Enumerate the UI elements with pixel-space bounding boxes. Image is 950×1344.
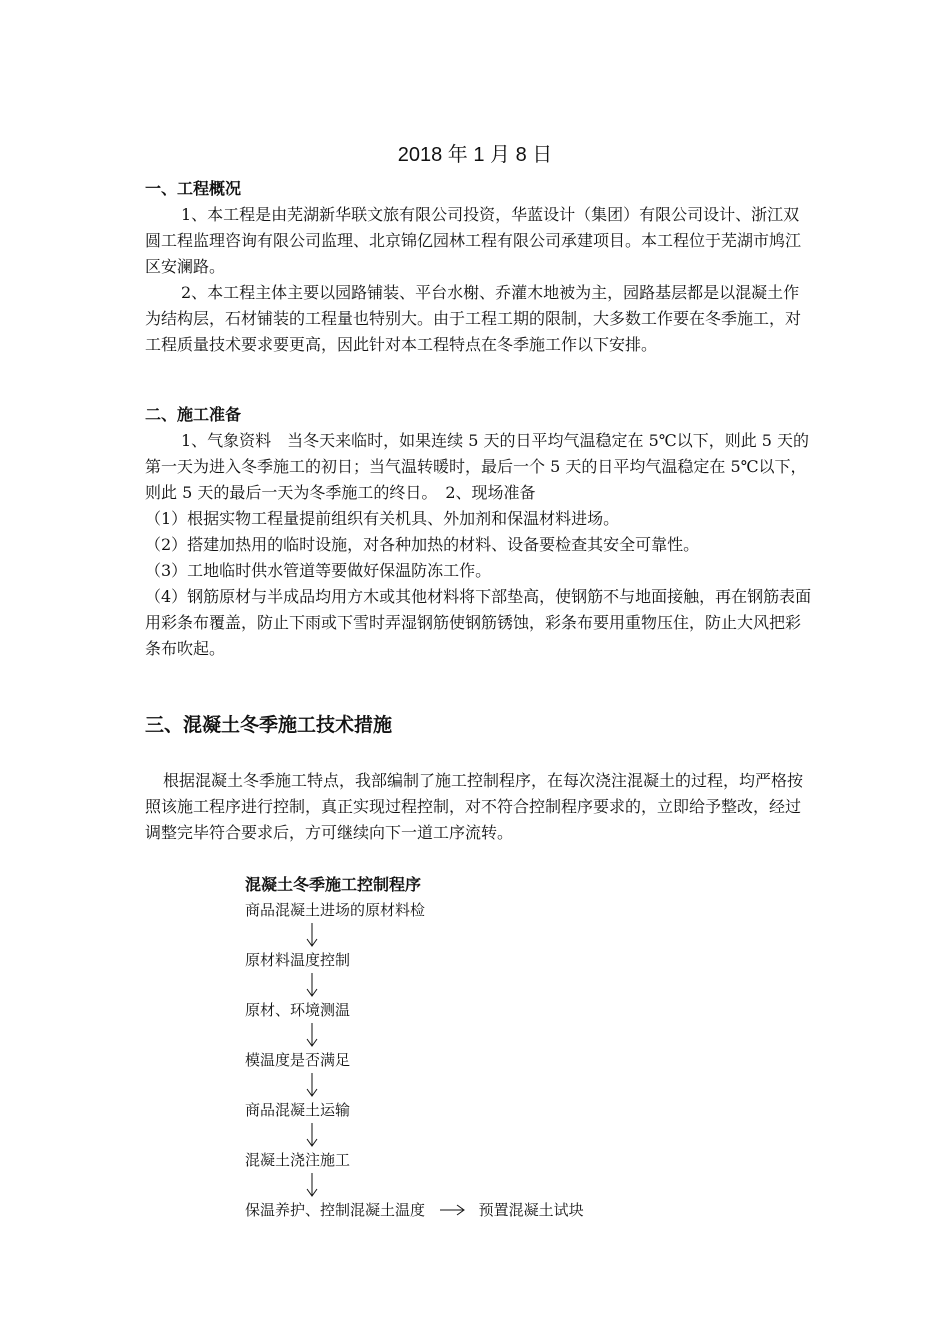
section-1-paragraph-2: 2、本工程主体主要以园路铺装、平台水榭、乔灌木地被为主，园路基层都是以混凝土作为结构层，石材铺装的工程量也特别大。由于工程工期的限制，大多数工作要在冬季施工，对工程质量技术要求要更高，因此针对本工程特点在冬季施工作以下安排。 [145, 283, 802, 354]
flow-step: 原材料温度控制 [245, 951, 351, 969]
flow-step: 原材、环境测温 [245, 1001, 351, 1019]
flow-step-last [245, 1199, 665, 1221]
flow-step: 商品混凝土运输 [245, 1101, 351, 1119]
section-2 [145, 402, 815, 662]
section-3 [145, 768, 815, 846]
list-item: （4）钢筋原材与半成品均用方木或其他材料将下部垫高，使钢筋不与地面接触，再在钢筋表面用彩条布覆盖，防止下雨或下雪时弄湿钢筋使钢筋锈蚀，彩条布要用重物压住，防止大风把彩条布吹起。 [145, 587, 812, 658]
arrow-down-icon [245, 921, 665, 949]
flowchart-title: 混凝土冬季施工控制程序 [245, 875, 422, 894]
flow-step: 混凝土浇注施工 [245, 1151, 351, 1169]
list-item: （3）工地临时供水管道等要做好保温防冻工作。 [145, 561, 492, 580]
arrow-down-icon [245, 1121, 665, 1149]
flow-step: 模温度是否满足 [245, 1051, 351, 1069]
arrow-down-icon [245, 1071, 665, 1099]
list-item: （1）根据实物工程量提前组织有关机具、外加剂和保温材料进场。 [145, 509, 620, 528]
section-1-paragraph-1: 1、本工程是由芜湖新华联文旅有限公司投资，华蓝设计（集团）有限公司设计、浙江双圆工程监理咨询有限公司监理、北京锦亿园林工程有限公司承建项目。本工程位于芜湖市鸠江区安澜路。 [145, 205, 802, 276]
flow-step: 保温养护、控制混凝土温度 [245, 1201, 426, 1219]
section-2-heading: 二、施工准备 [145, 405, 242, 424]
arrow-down-icon [245, 1171, 665, 1199]
section-3-paragraph-1: 根据混凝土冬季施工特点，我部编制了施工控制程序，在每次浇注混凝土的过程，均严格按照该施工程序进行控制，真正实现过程控制，对不符合控制程序要求的，立即给予整改，经过调整完毕符合要求后，方可继续向下一道工序流转。 [145, 771, 804, 842]
section-1 [145, 176, 815, 358]
section-1-heading: 一、工程概况 [145, 179, 242, 198]
list-item: （2）搭建加热用的临时设施，对各种加热的材料、设备要检查其安全可靠性。 [145, 535, 700, 554]
arrow-right-icon [438, 1200, 466, 1222]
control-flowchart [245, 872, 665, 1221]
flow-side-step: 预置混凝土试块 [478, 1201, 584, 1219]
section-2-paragraph-1: 1、气象资料 当冬天来临时，如果连续 5 天的日平均气温稳定在 5℃以下，则此 5 天的第一天为进入冬季施工的初日；当气温转暖时，最后一个 5 天的日平均气温稳定在 5℃以下，则此 5 天的最后一天为冬季施工的终日。 2、现场准备 [145, 431, 810, 502]
flow-step: 商品混凝土进场的原材料检 [245, 901, 426, 919]
arrow-down-icon [245, 971, 665, 999]
document-date: 2018 年 1 月 8 日 [397, 144, 553, 166]
section-3-heading: 三、混凝土冬季施工技术措施 [145, 714, 393, 736]
arrow-down-icon [245, 1021, 665, 1049]
